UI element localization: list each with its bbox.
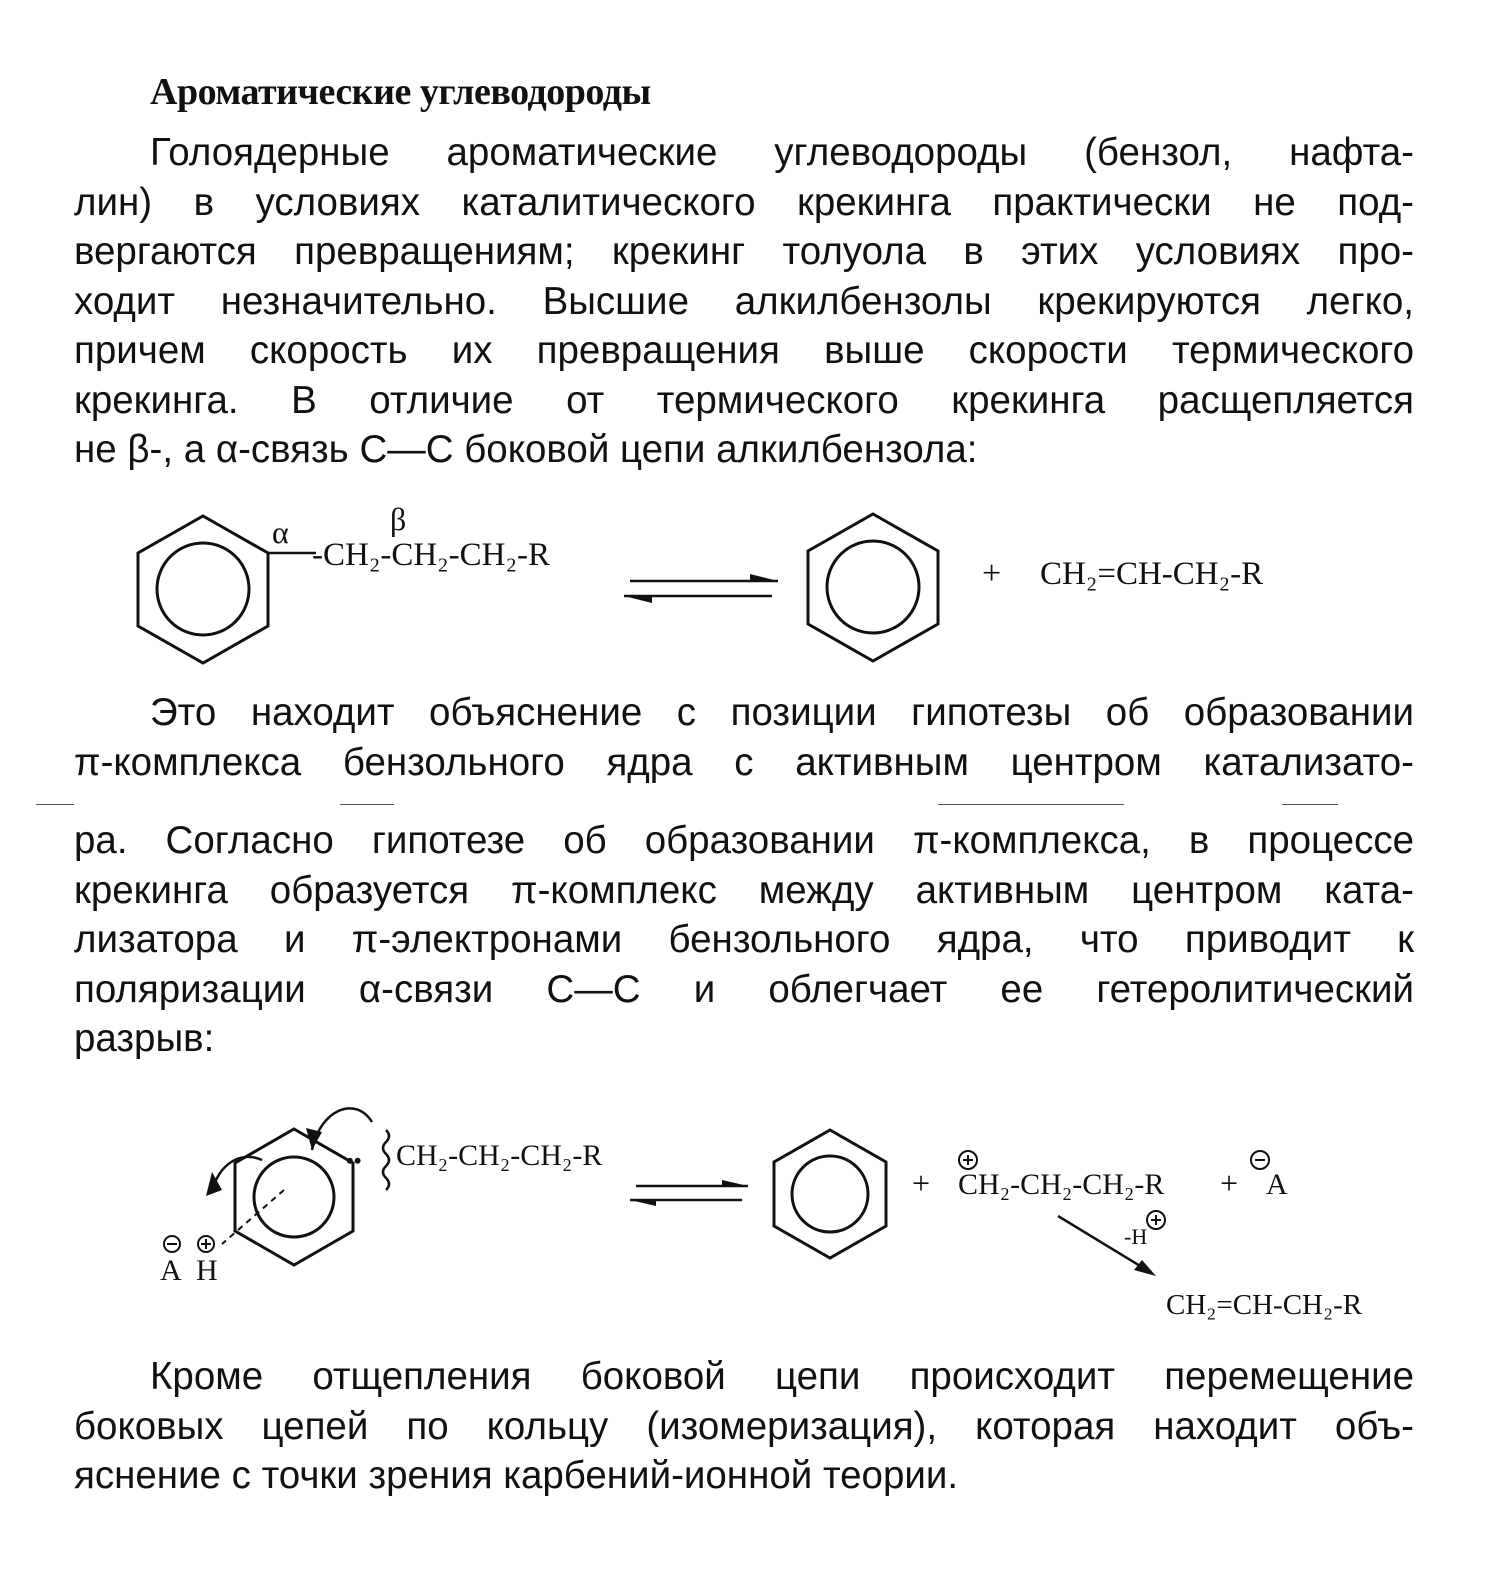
text-line: Голоядерные ароматические углеводороды (бензол, нафта- [150, 131, 1414, 174]
text-line: ра. Согласно гипотезе об образовании π-комплекса, в процессе [74, 819, 1414, 862]
benzene-ring-product-2 [774, 1130, 886, 1258]
equilibrium-arrows-1 [624, 574, 778, 603]
text-line: разрыв: [74, 1017, 215, 1060]
plus-sign: + [1220, 1165, 1239, 1201]
bond-break-wavy [383, 1130, 389, 1190]
benzene-ring-product [808, 514, 938, 661]
text-line: крекинга. В отличие от термического крекинга расщепляется [74, 378, 1414, 422]
benzene-ring-alkyl [138, 516, 268, 663]
text-line: причем скорость их превращения выше скорости термического [74, 329, 1414, 372]
text-line: лизатора и π-электронами бензольного ядра, что приводит к [74, 918, 1414, 961]
proton-loss-label: -H [1124, 1224, 1148, 1249]
benzene-ring-complex [235, 1129, 353, 1265]
page-break-mark [938, 804, 1124, 805]
olefin-product-2: CH₂=CH-CH₂-R [1166, 1289, 1363, 1321]
plus-sign: + [982, 555, 1002, 592]
catalyst-a: A [160, 1254, 182, 1287]
alpha-label: α [272, 514, 289, 550]
text-line: лин) в условиях каталитического крекинга практически не под- [74, 180, 1414, 224]
text-line: Это находит объяснение с позиции гипотезы об образовании [150, 691, 1414, 734]
paragraph-explanation [74, 688, 1414, 787]
page-break-mark [340, 804, 394, 805]
side-chain-formula-2: CH₂-CH₂-CH₂-R [396, 1139, 603, 1172]
catalyst-h: H [196, 1254, 218, 1287]
carbocation-formula: CH₂-CH₂-CH₂-R [958, 1168, 1165, 1201]
text-line: яснение с точки зрения карбений-ионной теории. [74, 1454, 959, 1497]
equilibrium-arrows-2 [630, 1180, 748, 1206]
side-chain-formula: -CH₂-CH₂-CH₂-R [312, 537, 551, 573]
text-line: крекинга образуется π-комплекс между активным центром ката- [74, 868, 1414, 912]
olefin-product: CH₂=CH-CH₂-R [1040, 556, 1264, 592]
anion-formula: A [1266, 1168, 1288, 1201]
reaction-1 [138, 501, 1263, 663]
plus-sign: + [912, 1165, 931, 1201]
beta-label: β [390, 501, 407, 537]
text-line: вергаются превращениям; крекинг толуола в этих условиях про- [74, 230, 1414, 273]
page-break-mark [36, 804, 74, 805]
text-line: ходит незначительно. Высшие алкилбензолы крекируются легко, [74, 279, 1414, 323]
text-line: не β-, а α-связь С—С боковой цепи алкилбензола: [74, 428, 978, 471]
paragraph-isomerization [74, 1352, 1414, 1501]
section-heading: Ароматические углеводороды [150, 71, 651, 113]
text-line: Кроме отщепления боковой цепи происходит перемещение [150, 1355, 1414, 1398]
text-line: поляризации α-связи С—С и облегчает ее гетеролитический [74, 967, 1414, 1011]
paragraph-pi-complex [74, 816, 1414, 1064]
reaction-2 [160, 1108, 1363, 1321]
text-line: π-комплекса бензольного ядра с активным центром катализато- [74, 740, 1414, 784]
text-line: боковых цепей по кольцу (изомеризация), которая находит объ- [74, 1404, 1414, 1448]
complex-dots: •• [346, 1148, 362, 1173]
page-break-mark [1282, 804, 1338, 805]
